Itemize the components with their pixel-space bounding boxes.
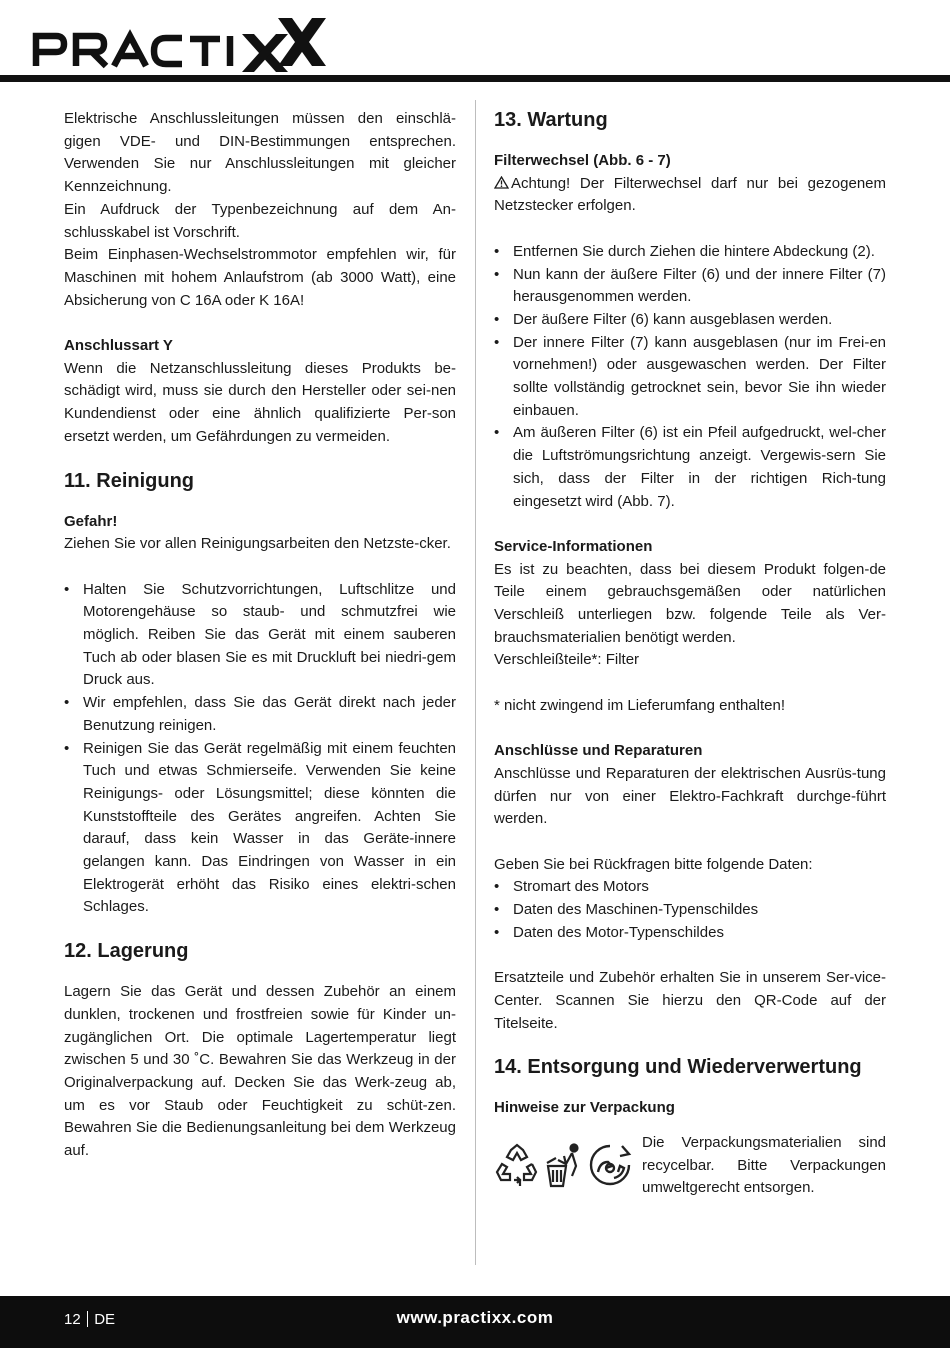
heading-reinigung: 11. Reinigung: [64, 469, 195, 492]
list-item: • Reinigen Sie das Gerät regelmäßig mit einem feuchten Tuch und etwas Schmierseife. Verwenden Sie keine Reinigungs- oder Lösungsmittel; diese könnten die Kunststoffteile des Gerätes angreifen. Achten Sie darauf, dass kein Wasser in das Geräte-innere gelangen kann. Das Eindringen von Wasser in ein Elektrogerät erhöht das Risiko eines elektri-schen Schlages.: [64, 738, 456, 920]
list-item: • Am äußeren Filter (6) ist ein Pfeil aufgedruckt, wel-cher die Luftströmungsrichtung anzeigt. Vergewis-sern Sie sich, dass der Filter in der richtigen Rich-tung eingesetzt wird (Abb. 7).: [494, 422, 886, 513]
paragraph-anschluesse: Anschlüsse und Reparaturen der elektrischen Ausrüs-tung dürfen nur von einer Elektro-Fachkraft durchge-führt werden.: [494, 764, 886, 828]
daten-list: [494, 876, 886, 944]
subheading-anschlussart: Anschlussart Y: [64, 337, 173, 355]
recycle-hands-icon: [586, 1142, 634, 1188]
list-item: • Entfernen Sie durch Ziehen die hintere Abdeckung (2).: [494, 241, 886, 264]
language-code: DE: [94, 1311, 116, 1328]
recycle-icon: [494, 1142, 540, 1188]
verpackung-block: [494, 1132, 886, 1200]
list-item: • Stromart des Motors: [494, 876, 886, 899]
list-item: • Wir empfehlen, dass Sie das Gerät direkt nach jeder Benutzung reinigen.: [64, 692, 456, 737]
recycling-icons: [494, 1132, 642, 1188]
list-item: • Daten des Maschinen-Typenschildes: [494, 899, 886, 922]
reinigung-list: [64, 579, 456, 920]
list-item: • Der äußere Filter (6) kann ausgeblasen werden.: [494, 309, 886, 332]
list-item: • Daten des Motor-Typenschildes: [494, 922, 886, 945]
subheading-gefahr: Gefahr!: [64, 512, 118, 530]
footer: [0, 1296, 950, 1348]
paragraph-anschlussleitungen: Elektrische Anschlussleitungen müssen den einschlä-gigen VDE- und DIN-Bestimmungen entsprechen. Verwenden Sie nur Anschlussleitungen mit gleicher Kennzeichnung.: [64, 110, 456, 196]
left-column: [64, 108, 456, 1163]
subheading-filterwechsel: Filterwechsel (Abb. 6 - 7): [494, 152, 671, 169]
paragraph-absicherung: Beim Einphasen-Wechselstrommotor empfehlen wir, für Maschinen mit hohem Anlaufstrom (ab 3000 Watt), eine Absicherung von C 16A oder K 16A!: [64, 246, 456, 309]
paragraph-verpackung: Die Verpackungsmaterialien sind recycelbar. Bitte Verpackungen umweltgerecht entsorgen.: [642, 1134, 886, 1197]
footnote: * nicht zwingend im Lieferumfang enthalten!: [494, 696, 786, 714]
subheading-anschluesse: Anschlüsse und Reparaturen: [494, 742, 703, 760]
paragraph-lagerung: Lagern Sie das Gerät und dessen Zubehör an einem dunklen, trockenen und frostfreien sowie für Kinder un-zugänglichen Ort. Die optimale Lagertemperatur liegt zwischen 5 und 30 ˚C. Bewahren Sie das Werkzeug in der Originalverpackung auf. Decken Sie das Werk-zeug ab, um es vor Staub oder Feuchtigkeit zu schüt-zen. Bewahren Sie die Bedienungsanleitung bei dem Werkzeug auf.: [64, 983, 456, 1160]
wartung-list: [494, 241, 886, 513]
heading-entsorgung: 14. Entsorgung und Wiederverwertung: [494, 1056, 862, 1079]
subheading-service: Service-Informationen: [494, 537, 653, 555]
practixx-logo: [30, 14, 330, 76]
page-number-value: 12: [64, 1311, 81, 1328]
right-column: [494, 108, 886, 1200]
website-link[interactable]: www.practixx.com: [396, 1308, 554, 1327]
list-item: • Der innere Filter (7) kann ausgeblasen (nur im Frei-en vornehmen!) oder ausgewaschen werden. Der Filter sollte vollständig getrocknet sein, bevor Sie ihn wieder einbauen.: [494, 332, 886, 423]
paragraph-ersatzteile: Ersatzteile und Zubehör erhalten Sie in unserem Ser-vice-Center. Scannen Sie hierzu den QR-Code auf der Titelseite.: [494, 969, 886, 1032]
header-rule: [0, 75, 950, 82]
filter-warning: [494, 173, 886, 218]
paragraph-service: Es ist zu beachten, dass bei diesem Produkt folgen-de Teile einem gebrauchsgemäßen oder natürlichen Verschleiß unterliegen bzw. folgende Teile als Ver-brauchsmaterialien benötigt werden.: [494, 560, 886, 646]
column-divider: [475, 100, 476, 1265]
verschleissteile: Verschleißteile*: Filter: [494, 651, 640, 669]
heading-lagerung: 12. Lagerung: [64, 940, 189, 963]
paragraph-anschlussart: Wenn die Netzanschlussleitung dieses Produkts be-schädigt wird, muss sie durch den Hersteller oder sei-nen Kundendienst oder eine ähnlich qualifizierte Per-son ersetzt werden, um Gefährdungen zu vermeiden.: [64, 359, 456, 445]
subheading-verpackung: Hinweise zur Verpackung: [494, 1099, 675, 1117]
paragraph-typenbezeichnung: Ein Aufdruck der Typenbezeichnung auf dem An-schlusskabel ist Vorschrift.: [64, 200, 456, 241]
paragraph-gefahr: Ziehen Sie vor allen Reinigungsarbeiten den Netzste-cker.: [64, 535, 451, 553]
filter-warning-text: Achtung! Der Filterwechsel darf nur bei gezogenem Netzstecker erfolgen.: [494, 174, 886, 215]
paragraph-rueckfragen: Geben Sie bei Rückfragen bitte folgende Daten:: [494, 855, 813, 873]
trash-person-icon: [544, 1142, 582, 1188]
warning-triangle-icon: [494, 174, 509, 187]
list-item: • Halten Sie Schutzvorrichtungen, Luftschlitze und Motorengehäuse so staub- und schmutzfrei wie möglich. Reiben Sie das Gerät mit einem sauberen Tuch ab oder blasen Sie es mit Druckluft bei niedri-gem Druck aus.: [64, 579, 456, 693]
list-item: • Nun kann der äußere Filter (6) und der innere Filter (7) herausgenommen werden.: [494, 264, 886, 309]
heading-wartung: 13. Wartung: [494, 109, 608, 131]
